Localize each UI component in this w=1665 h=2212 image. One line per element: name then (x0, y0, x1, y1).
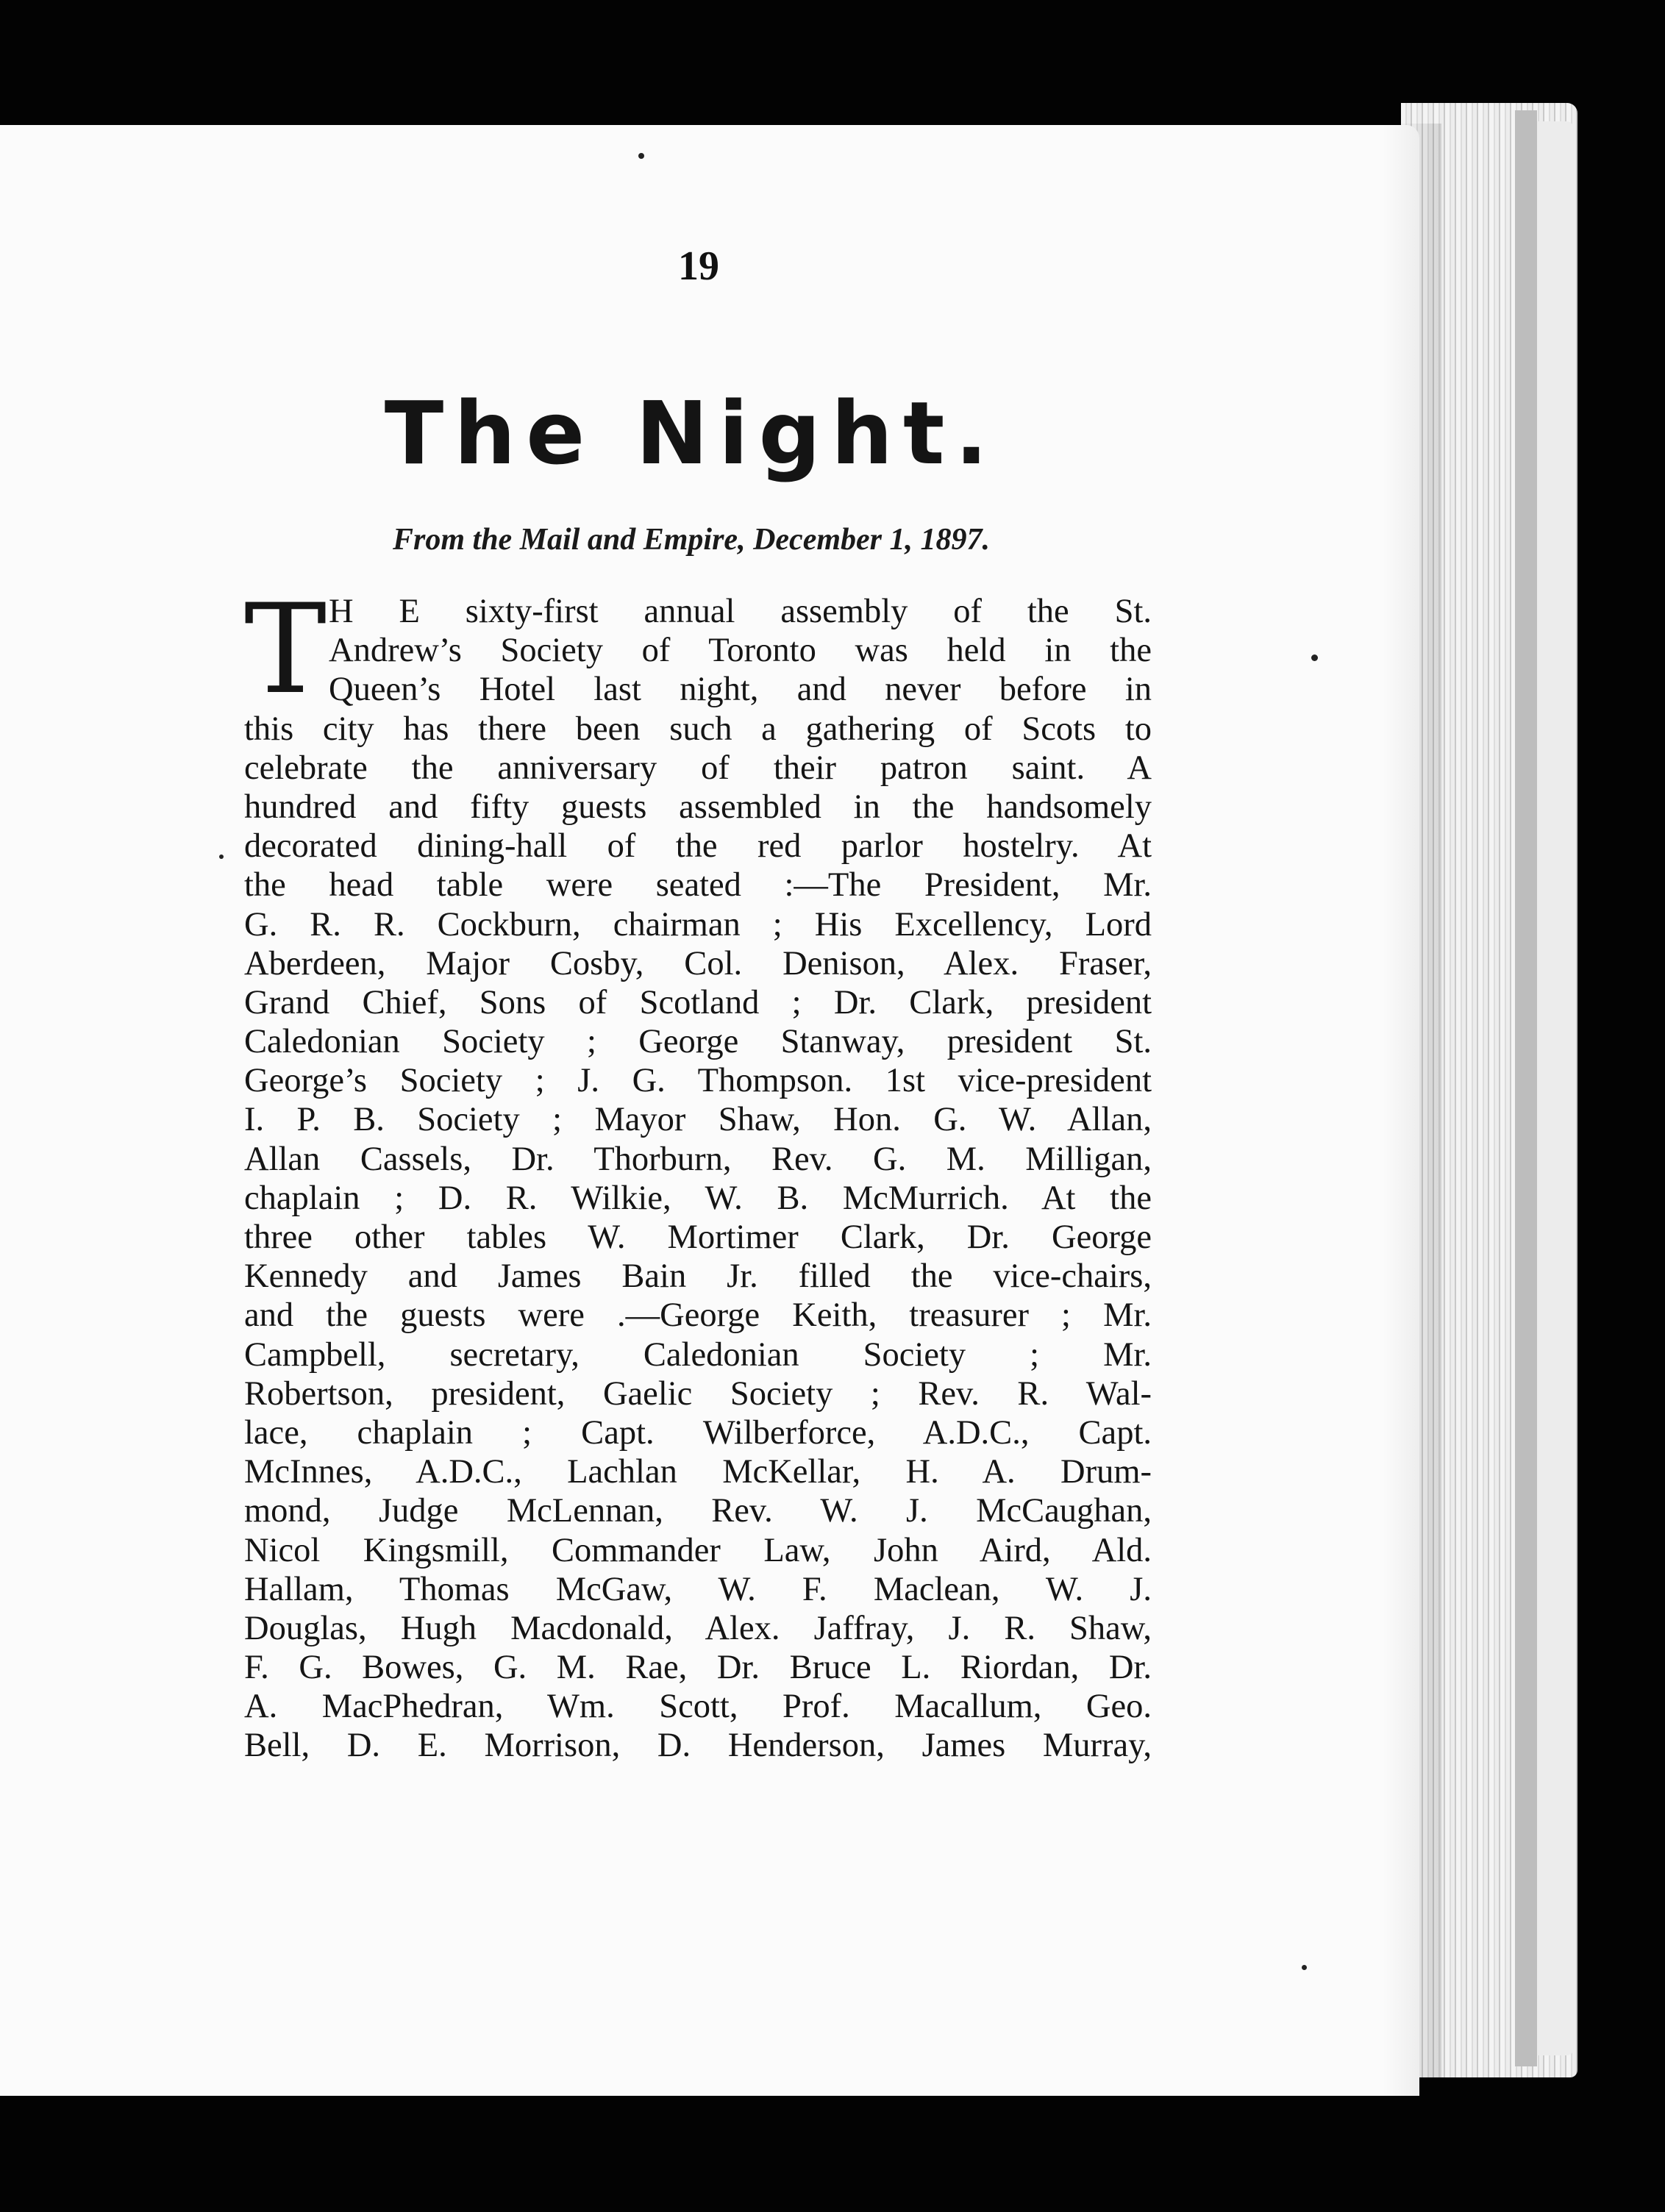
text-line: Grand Chief, Sons of Scotland ; Dr. Clark, president (244, 983, 1152, 1021)
text-line: Nicol Kingsmill, Commander Law, John Aird, Ald. (244, 1531, 1152, 1569)
text-line: three other tables W. Mortimer Clark, Dr. George (244, 1219, 1152, 1256)
text-line: A. MacPhedran, Wm. Scott, Prof. Macallum, Geo. (244, 1688, 1152, 1726)
book-page-edges-shadow (1515, 110, 1537, 2066)
text-line: Aberdeen, Major Cosby, Col. Denison, Alex. Fraser, (244, 944, 1152, 982)
drop-cap: T (244, 577, 327, 721)
page-gutter-shadow (1383, 124, 1441, 2097)
text-line: Robertson, president, Gaelic Society ; Rev. R. Wal- (244, 1374, 1152, 1413)
text-line: H E sixty-first annual assembly of the St. (329, 593, 1152, 630)
article-body (244, 577, 1152, 1766)
chapter-title: The Night. (384, 382, 999, 484)
text-line: mond, Judge McLennan, Rev. W. J. McCaughan, (244, 1492, 1152, 1530)
text-line: Allan Cassels, Dr. Thorburn, Rev. G. M. Milligan, (244, 1140, 1152, 1178)
book-page-edges-outer (1537, 121, 1574, 2055)
text-line: and the guests were .—George Keith, treasurer ; Mr. (244, 1296, 1152, 1335)
text-line: lace, chaplain ; Capt. Wilberforce, A.D.C., Capt. (244, 1413, 1152, 1452)
text-line: Hallam, Thomas McGaw, W. F. Maclean, W. J. (244, 1570, 1152, 1608)
text-line: decorated dining-hall of the red parlor hostelry. At (244, 827, 1152, 866)
text-line: Campbell, secretary, Caledonian Society ; Mr. (244, 1335, 1152, 1374)
scan-speck (1302, 1965, 1307, 1970)
text-line: Douglas, Hugh Macdonald, Alex. Jaffray, J. R. Shaw, (244, 1609, 1152, 1647)
text-line: chaplain ; D. R. Wilkie, W. B. McMurrich. At the (244, 1179, 1152, 1217)
page-number: 19 (678, 243, 719, 289)
text-line: I. P. B. Society ; Mayor Shaw, Hon. G. W. Allan, (244, 1101, 1152, 1139)
text-line: G. R. R. Cockburn, chairman ; His Excellency, Lord (244, 905, 1152, 943)
scan-speck (1311, 654, 1318, 661)
text-line: celebrate the anniversary of their patron saint. A (244, 749, 1152, 787)
text-line: Queen’s Hotel last night, and never before in (329, 671, 1152, 709)
source-line: From the Mail and Empire, December 1, 1897. (393, 523, 990, 557)
text-line: George’s Society ; J. G. Thompson. 1st vice-president (244, 1062, 1152, 1100)
text-line: Andrew’s Society of Toronto was held in the (329, 632, 1152, 670)
text-line: the head table were seated :—The President, Mr. (244, 866, 1152, 905)
text-line: F. G. Bowes, G. M. Rae, Dr. Bruce L. Riordan, Dr. (244, 1649, 1152, 1687)
text-line: Kennedy and James Bain Jr. filled the vice-chairs, (244, 1257, 1152, 1296)
scan-speck (638, 153, 644, 159)
text-line: McInnes, A.D.C., Lachlan McKellar, H. A. Drum- (244, 1453, 1152, 1491)
text-line: hundred and fifty guests assembled in the handsomely (244, 788, 1152, 826)
text-line: Bell, D. E. Morrison, D. Henderson, James Murray, (244, 1727, 1152, 1765)
text-line: Caledonian Society ; George Stanway, president St. (244, 1023, 1152, 1061)
text-line: this city has there been such a gathering of Scots to (244, 710, 1152, 748)
scan-speck (219, 855, 224, 859)
